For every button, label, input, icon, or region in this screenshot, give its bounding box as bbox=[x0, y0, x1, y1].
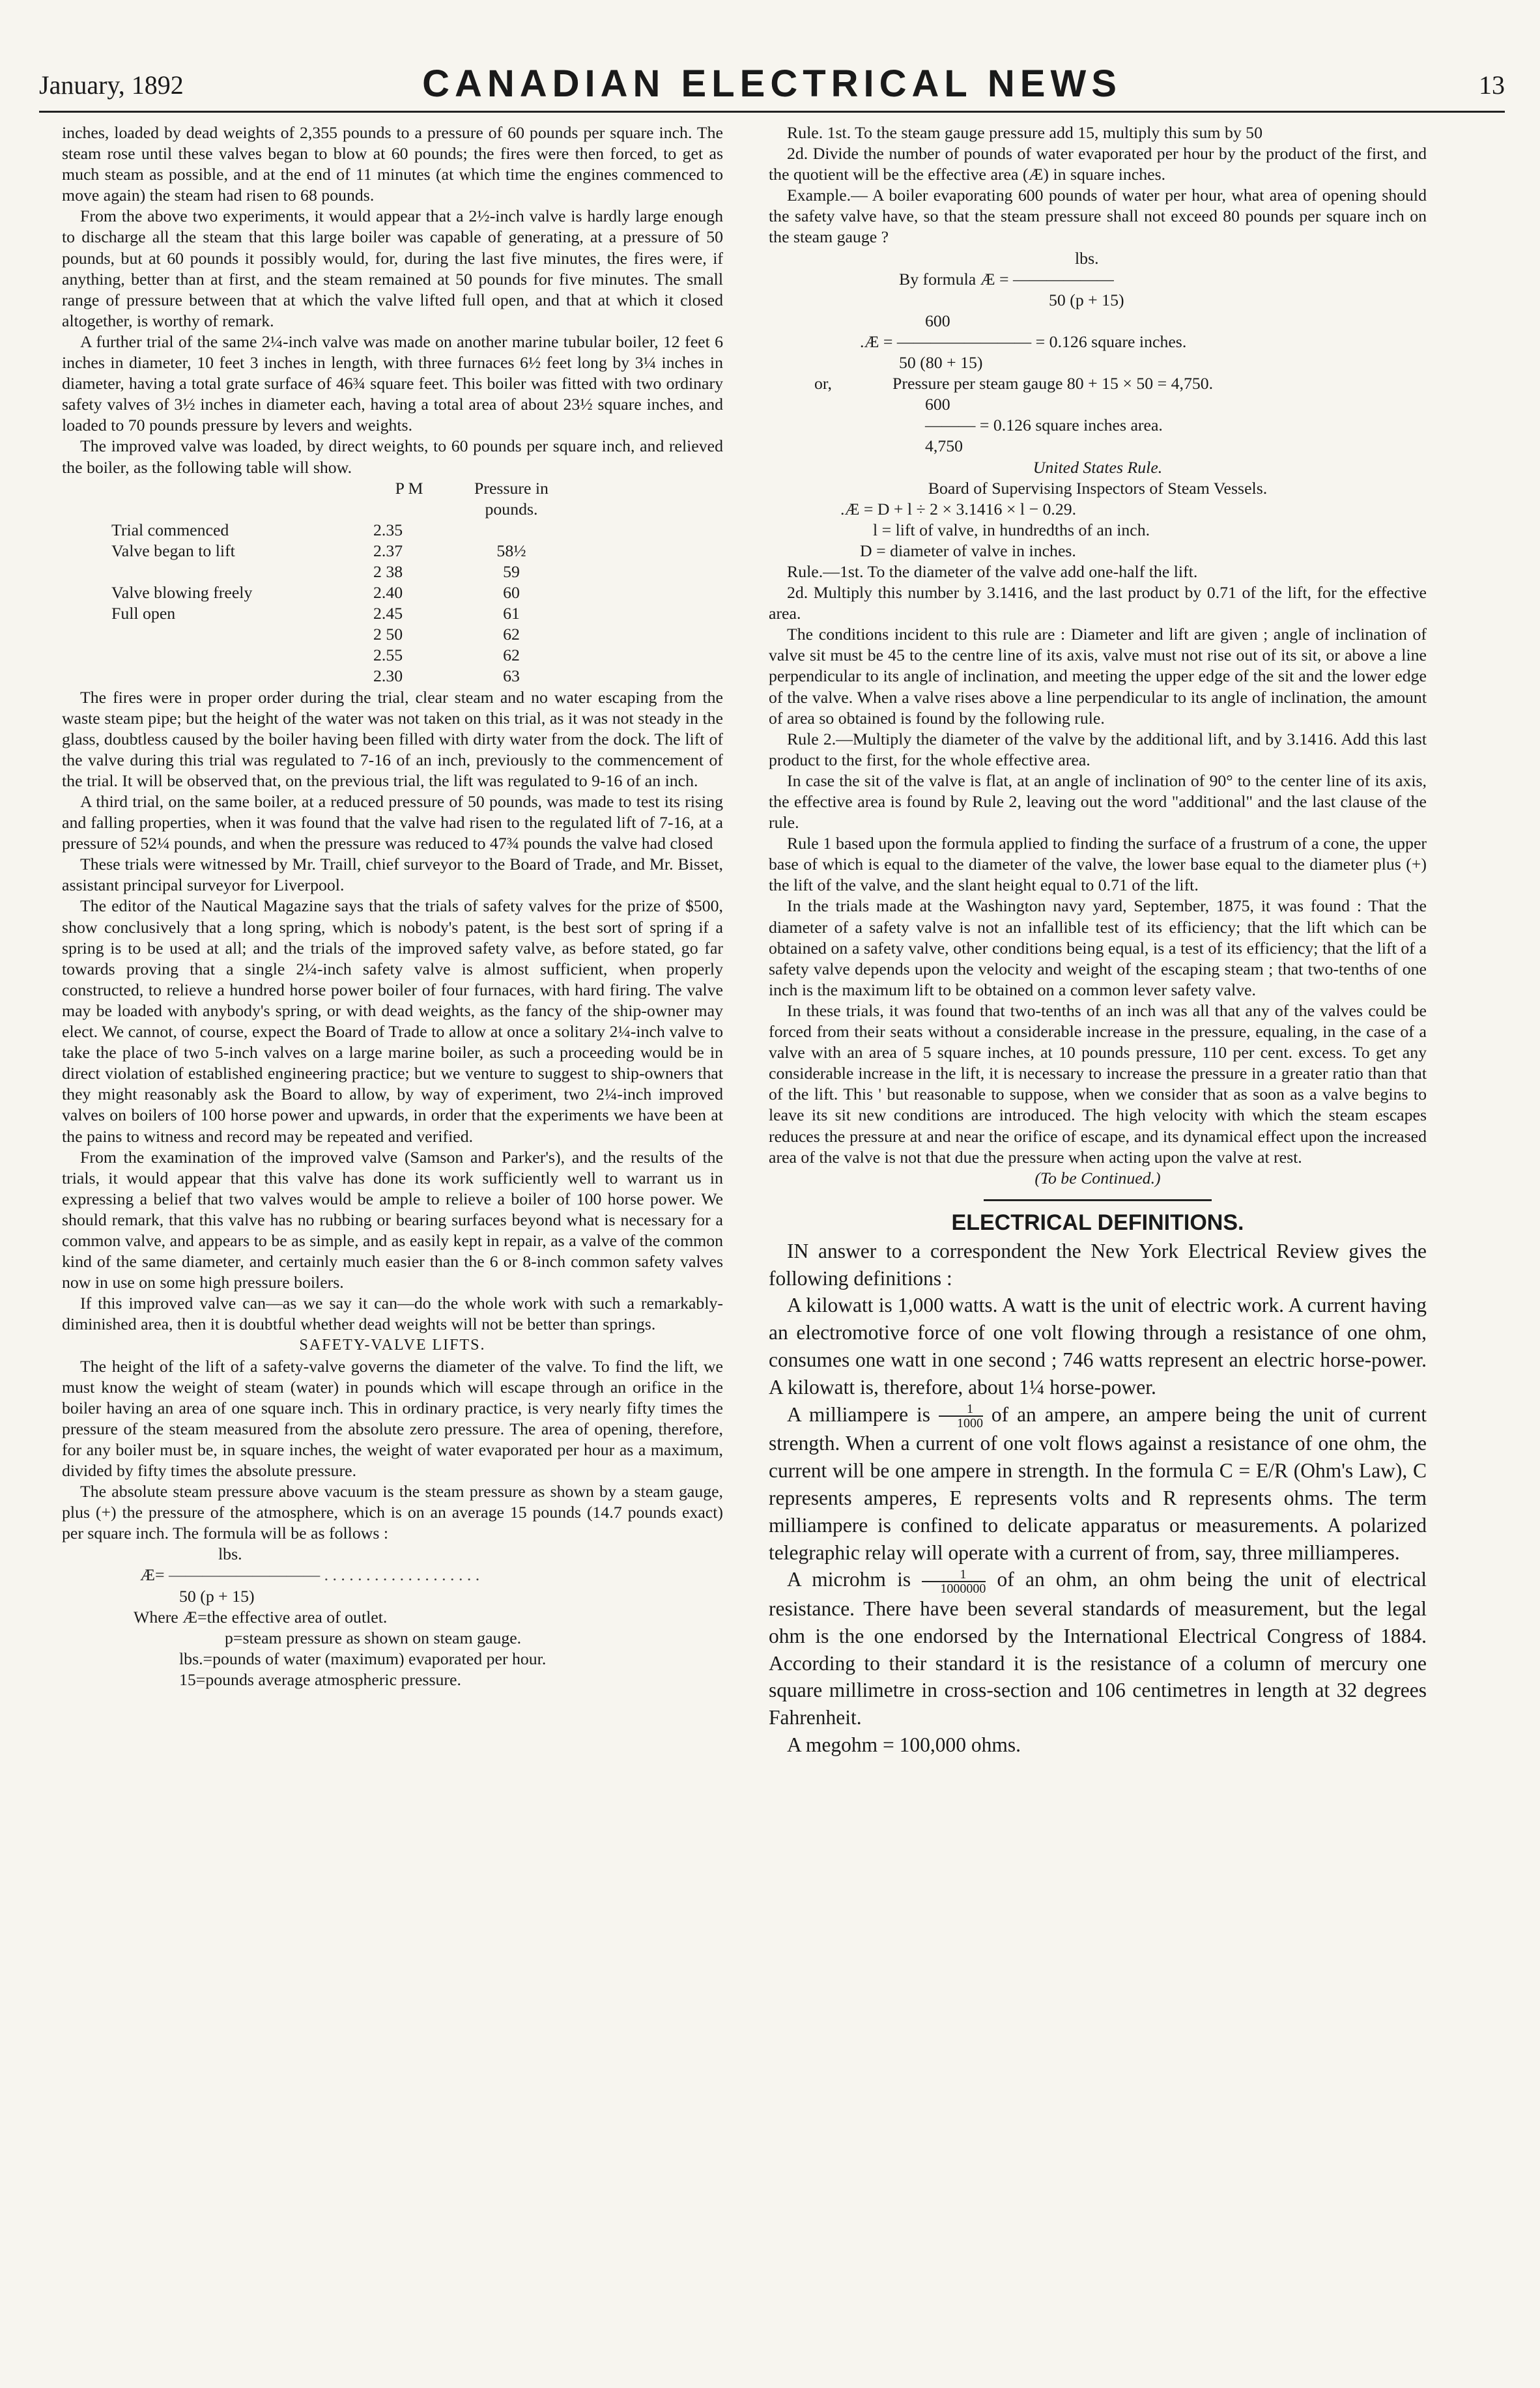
left-column bbox=[62, 122, 723, 1690]
paragraph: A microhm is $\frac{1}{1000000}$ of an ohm, an ohm being the unit of electrical resistance. There have been several standards of measurement, but the legal ohm is the one endorsed by the International Electrical Congress of 1884. According to their standard it is the resistance of a column of mercury one square millimetre in cross-section and 106 centimetres in length at 32 degrees Fahrenheit. bbox=[769, 1567, 1427, 1729]
formula-where: D = diameter of valve in inches. bbox=[860, 541, 1076, 560]
row-label: Valve began to lift bbox=[111, 541, 235, 560]
row-pressure: 58½ bbox=[496, 541, 526, 560]
paragraph: 2d. Multiply this number by 3.1416, and the last product by 0.71 of the lift, for the effective area. bbox=[769, 583, 1427, 623]
row-label bbox=[107, 624, 369, 645]
row-label bbox=[107, 645, 369, 666]
fraction: $\frac{1}{1000000}$ bbox=[922, 1568, 986, 1595]
paragraph: A megohm = 100,000 ohms. bbox=[787, 1733, 1021, 1757]
row-time: 2.35 bbox=[373, 520, 403, 539]
row-label: Valve blowing freely bbox=[111, 583, 253, 603]
paragraph: A third trial, on the same boiler, at a reduced pressure of 50 pounds, was made to test its rising and falling properties, when it was found that the valve had risen to the regulated lift of 7-16, at a pressure of 52¼ pounds, and when the pressure was reduced to 47¾ pounds the valve had closed bbox=[62, 792, 723, 853]
formula-line: .Æ = D + l ÷ 2 × 3.1416 × l − 0.29. bbox=[840, 499, 1077, 519]
paragraph: The conditions incident to this rule are : Diameter and lift are given ; angle of inclination of valve sit must be 45 to the centre line of its axis, valve must not rise out of its sit, or above a line perpendicular to its angle of inclination, and meeting the upper edge of the sit and the lower edge of the valve. When a valve rises above a line perpendicular to its angle of inclination, the amount of area so obtained is found by the following rule. bbox=[769, 625, 1427, 728]
paragraph: Rule. 1st. To the steam gauge pressure add 15, multiply this sum by 50 bbox=[787, 123, 1262, 142]
formula-denominator: 4,750 bbox=[925, 436, 963, 456]
row-pressure: 59 bbox=[503, 561, 520, 581]
table-row bbox=[107, 541, 574, 561]
row-time: 2.45 bbox=[373, 604, 403, 623]
formula-where: l = lift of valve, in hundredths of an inch. bbox=[873, 520, 1150, 539]
paragraph: The improved valve was loaded, by direct weights, to 60 pounds per square inch, and relieved the boiler, as the following table will show. bbox=[62, 436, 723, 477]
formula-line: or, Pressure per steam gauge 80 + 15 × 50 = 4,750. bbox=[814, 374, 1214, 393]
paragraph: From the above two experiments, it would appear that a 2½-inch valve is hardly large enough to discharge all the steam that this large boiler was capable of generating, at a pressure of 50 pounds, but at 60 pounds it possibly would, for, during the last five minutes, the fires were, if anything, better than at first, and the steam remained at 50 pounds for five minutes. The small range of pressure between that at which the valve lifted full open, and that at which it closed altogether, is worthy of remark. bbox=[62, 206, 723, 330]
table-row bbox=[107, 520, 574, 541]
paragraph: If this improved valve can—as we say it can—do the whole work with such a remarkably-diminished area, then it is doubtful whether dead weights will not be better than springs. bbox=[62, 1294, 723, 1334]
table-header-pressure: Pressure in pounds. bbox=[474, 478, 549, 519]
paragraph: inches, loaded by dead weights of 2,355 pounds to a pressure of 60 pounds per square inch. The steam rose until these valves began to blow at 60 pounds; the fires were then forced, to get as much steam as possible, and at the end of 11 minutes (at which time the engines commenced to move again) the steam had risen to 68 pounds. bbox=[62, 123, 723, 205]
paragraph: Example.— A boiler evaporating 600 pounds of water per hour, what area of opening should the safety valve have, so that the steam pressure shall not exceed 80 pounds per square inch on the steam gauge ? bbox=[769, 186, 1427, 247]
paragraph: Rule 2.—Multiply the diameter of the valve by the additional lift, and by 3.1416. Add this last product to the first, for the whole effective area. bbox=[769, 729, 1427, 769]
formula-block bbox=[140, 1544, 723, 1606]
row-time: 2 50 bbox=[373, 625, 403, 644]
row-label: Full open bbox=[111, 604, 176, 623]
row-time: 2.37 bbox=[373, 541, 403, 560]
paragraph: From the examination of the improved valve (Samson and Parker's), and the results of the trials, it would appear that this valve has done its work sufficiently well to warrant us in expressing a belief that two valves would be ample to relieve a boiler of 100 horse power. We should remark, that this valve has no rubbing or bearing surfaces beyond what is necessary for a common valve, and appears to be as simple, and as easily kept in repair, as a valve of the common kind of the same diameter, and certainly much easier than the 6 or 8-inch common safety valves now in use on some high pressure boilers. bbox=[62, 1147, 723, 1292]
formula-numerator: 600 bbox=[925, 395, 950, 414]
right-column bbox=[769, 122, 1427, 1759]
formula-numerator: lbs. bbox=[218, 1544, 242, 1564]
paragraph: Rule 1 based upon the formula applied to finding the surface of a frustrum of a cone, the upper base of which is equal to the diameter of the valve, the lower base equal to the diameter plus (+) the lift of the valve, and the slant height equal to 0.71 of the lift. bbox=[769, 834, 1427, 895]
formula-line: By formula Æ = —————— bbox=[899, 269, 1114, 289]
row-pressure bbox=[449, 520, 574, 541]
subsection-heading: SAFETY-VALVE LIFTS. bbox=[299, 1337, 486, 1354]
paragraph: In the trials made at the Washington navy yard, September, 1875, it was found : That the diameter of a safety valve is not an infallible test of its efficiency; that the lift which can be obtained on a safety valve, other conditions being equal, is a test of its efficiency; that the lift of a safety valve depends upon the velocity and weight of the escaping steam ; that two-tenths of one inch is the maximum lift to be obtained on a common lever safety valve. bbox=[769, 896, 1427, 999]
paragraph: In case the sit of the valve is flat, at an angle of inclination of 90° to the center line of its axis, the effective area is found by Rule 2, leaving out the word "additional" and the last clause of the rule. bbox=[769, 771, 1427, 832]
table-row bbox=[107, 666, 574, 687]
formula-denominator: 50 (80 + 15) bbox=[899, 353, 983, 373]
formula-line: ——— = 0.126 square inches area. bbox=[925, 416, 1163, 435]
row-label bbox=[107, 666, 369, 687]
section-rule bbox=[984, 1199, 1212, 1201]
row-time: 2.30 bbox=[373, 666, 403, 686]
paragraph: The height of the lift of a safety-valve governs the diameter of the valve. To find the lift, we must know the weight of steam (water) in pounds which will escape through an orifice in the boiler having an area of one square inch. This in ordinary practice, is very nearly fifty times the pressure of the steam measured from the absolute zero pressure. The area of opening, therefore, for any boiler must be, in square inches, the weight of water evaporated per hour as a maximum, divided by fifty times the absolute pressure. bbox=[62, 1356, 723, 1480]
row-time: 2.40 bbox=[373, 583, 403, 603]
row-time: 2 38 bbox=[373, 561, 403, 581]
row-label bbox=[107, 561, 369, 582]
formula-lhs: Æ= bbox=[140, 1565, 165, 1585]
rule-heading: United States Rule. bbox=[1033, 457, 1163, 477]
paragraph: The fires were in proper order during the trial, clear steam and no water escaping from the waste steam pipe; but the height of the water was not taken on this trial, as it was not steady in the glass, doubtless caused by the boiler having been filled with dirty water from the dock. The lift of the valve during this trial was regulated to 7-16 of an inch, previously to the commencement of the trial. It will be observed that, on the previous trial, the lift was regulated to 9-16 of an inch. bbox=[62, 687, 723, 790]
formula-line: .Æ = ———————— = 0.126 square inches. bbox=[860, 332, 1187, 351]
issue-date: January, 1892 bbox=[39, 70, 184, 100]
formula-denominator: 50 (p + 15) bbox=[179, 1586, 255, 1606]
header-rule bbox=[39, 111, 1505, 113]
table-header-row bbox=[107, 478, 574, 520]
paragraph: A milliampere is $\frac{1}{1000}$ of an ampere, an ampere being the unit of current strength. When a current of one volt flows against a resistance of one ohm, the current will be one ampere in strength. In the formula C = E/R (Ohm's Law), C represents amperes, E represents volts and R represents ohms. The term milliampere is confined to delicate apparatus or measurements. A polarized telegraphic relay will operate with a current of from, say, three milliamperes. bbox=[769, 1402, 1427, 1564]
masthead-title: CANADIAN ELECTRICAL NEWS bbox=[422, 63, 1122, 105]
paragraph: IN answer to a correspondent the New York Electrical Review gives the following definitions : bbox=[769, 1239, 1427, 1290]
formula-numerator: 600 bbox=[925, 311, 950, 330]
continued-note: (To be Continued.) bbox=[1034, 1168, 1161, 1187]
paragraph: Rule.—1st. To the diameter of the valve add one-half the lift. bbox=[787, 561, 1198, 581]
table-row bbox=[107, 603, 574, 624]
formula-where: Where Æ=the effective area of outlet. bbox=[134, 1607, 388, 1627]
row-pressure: 63 bbox=[503, 666, 520, 686]
paragraph: The editor of the Nautical Magazine says that the trials of safety valves for the prize of $500, show conclusively that a long spring, which is nobody's patent, is the best sort of spring if a spring is to be used at all; and the trials of the improved safety valve, as before stated, go far towards proving that a single 2¼-inch safety valve is almost sufficient, when properly constructed, to relieve a hundred horse power boiler of four furnaces, with hard firing. The valve may be loaded with anybody's spring, or with dead weights, as the fancy of the ship-owner may elect. We cannot, of course, expect the Board of Trade to allow at once a solitary 2¼-inch valve to take the place of two 5-inch valves on a large marine boiler, as such a proceeding would be in direct violation of established engineering practice; but we venture to suggest to ship-owners that they might reasonably ask the Board to allow, by way of experiment, two 2¼-inch improved valves on boilers of 100 horse power and upwards, in order that the experiments we have been at the pains to witness and record may be repeated and verified. bbox=[62, 896, 723, 1146]
row-pressure: 60 bbox=[503, 583, 520, 603]
table-row bbox=[107, 645, 574, 666]
table-row bbox=[107, 561, 574, 582]
table-row bbox=[107, 624, 574, 645]
paragraph: In these trials, it was found that two-tenths of an inch was all that any of the valves could be forced from their seats without a considerable increase in the pressure, equaling, in the case of a valve with an area of 5 square inches, at 10 pounds pressure, 110 per cent. excess. To get any considerable increase in the lift, it is necessary to increase the pressure in a greater ratio than that of the lift. This ' but reasonable to suppose, when we consider that as soon as a valve begins to leave its sit new conditions are introduced. The high velocity with which the steam escapes reduces the pressure at and near the orifice of escape, and its dynamical effect upon the increased area of the valve is not that due the pressure when acting upon the valve at rest. bbox=[769, 1001, 1427, 1167]
paragraph: The absolute steam pressure above vacuum is the steam pressure as shown by a steam gauge, plus (+) the pressure of the atmosphere, which is on an average 15 pounds (14.7 pounds exact) per square inch. The formula will be as follows : bbox=[62, 1482, 723, 1543]
formula-line: Æ= ————————— . . . . . . . . . . . . . . . . . . . bbox=[140, 1565, 480, 1585]
formula-block bbox=[769, 248, 1427, 457]
page-number: 13 bbox=[1479, 70, 1505, 100]
rule-authority: Board of Supervising Inspectors of Steam Vessels. bbox=[928, 478, 1268, 498]
row-label: Trial commenced bbox=[111, 520, 229, 539]
row-pressure: 61 bbox=[503, 604, 520, 623]
section-title: ELECTRICAL DEFINITIONS. bbox=[951, 1210, 1244, 1235]
definitions-block bbox=[769, 1238, 1427, 1759]
paragraph: A further trial of the same 2¼-inch valve was made on another marine tubular boiler, 12 feet 6 inches in diameter, 10 feet 3 inches in length, with three furnaces 6½ feet long by 3¼ inches in diameter, having a total grate surface of 46¾ square feet. This boiler was fitted with two ordinary safety valves of 3½ inches in diameter each, having a total area of about 23½ square inches, and loaded to 70 pounds pressure by levers and weights. bbox=[62, 332, 723, 435]
formula-denominator: 50 (p + 15) bbox=[1049, 290, 1124, 309]
row-pressure: 62 bbox=[503, 646, 520, 665]
fraction: $\frac{1}{1000}$ bbox=[939, 1402, 983, 1430]
paragraph: These trials were witnessed by Mr. Traill, chief surveyor to the Board of Trade, and Mr. Bisset, assistant principal surveyor for Liverpool. bbox=[62, 855, 723, 895]
paragraph: A kilowatt is 1,000 watts. A watt is the unit of electric work. A current having an electromotive force of one volt flowing through a resistance of one ohm, consumes one watt in one second ; 746 watts represent an electric horse-power. A kilowatt is, therefore, about 1¼ horse-power. bbox=[769, 1294, 1427, 1399]
formula-numerator: lbs. bbox=[1075, 248, 1099, 268]
trial-table bbox=[107, 478, 574, 687]
row-pressure: 62 bbox=[503, 625, 520, 644]
paragraph: 2d. Divide the number of pounds of water evaporated per hour by the product of the first, and the quotient will be the effective area (Æ) in square inches. bbox=[769, 144, 1427, 184]
formula-where: p=steam pressure as shown on steam gauge. bbox=[225, 1628, 522, 1647]
page-header bbox=[39, 62, 1505, 114]
formula-where: lbs.=pounds of water (maximum) evaporated per hour. bbox=[179, 1649, 547, 1668]
table-header-time: P M bbox=[395, 478, 423, 498]
table-row bbox=[107, 582, 574, 603]
row-time: 2.55 bbox=[373, 646, 403, 665]
formula-where: 15=pounds average atmospheric pressure. bbox=[179, 1670, 461, 1689]
